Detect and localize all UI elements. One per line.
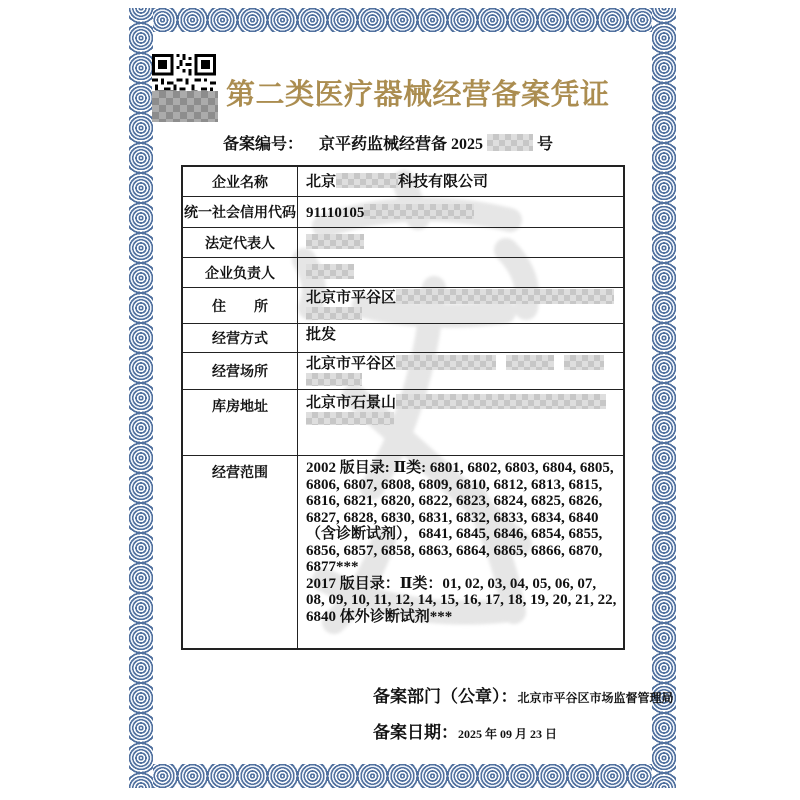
- redacted-block: [306, 234, 364, 249]
- row-label: 住 所: [182, 288, 298, 324]
- filing-department-label: 备案部门（公章）：: [373, 687, 518, 706]
- lace-border-right: [652, 8, 676, 788]
- value-line: [306, 355, 617, 372]
- table-row-scope: [182, 456, 624, 650]
- table-row-warehouse: [182, 390, 624, 456]
- table-row-premises: [182, 353, 624, 390]
- lace-border-left: [129, 8, 153, 788]
- row-value: [298, 456, 625, 650]
- value-line: [306, 411, 617, 427]
- value-text: 北京市石景山: [306, 395, 397, 411]
- row-value: 批发: [298, 324, 625, 353]
- row-value: [298, 258, 625, 288]
- filing-number-suffix: 号: [537, 136, 554, 153]
- redacted-block: [564, 355, 604, 370]
- value-text: 科技有限公司: [398, 174, 489, 190]
- table-row-company: [182, 166, 624, 197]
- filing-date-label: 备案日期：: [373, 723, 458, 742]
- certificate-table: [181, 165, 625, 650]
- filing-date-line: [373, 718, 557, 743]
- value-text: 北京: [306, 174, 337, 190]
- row-label: 库房地址: [182, 390, 298, 456]
- table-row-legal-rep: [182, 228, 624, 258]
- row-value: [298, 288, 625, 324]
- row-value: [298, 353, 625, 390]
- table-row-mode: [182, 324, 624, 353]
- table-row-credit-code: [182, 197, 624, 228]
- redacted-block: [306, 373, 362, 386]
- value-text: 91110105: [306, 204, 365, 221]
- row-label: 经营范围: [182, 456, 298, 650]
- filing-number-prefix: 京平药监械经营备 2025: [319, 136, 484, 153]
- value-line: [306, 394, 617, 411]
- lace-border-bottom: [129, 764, 676, 788]
- value-line: [306, 372, 617, 388]
- value-line: [306, 306, 617, 322]
- row-label: 统一社会信用代码: [182, 197, 298, 228]
- redacted-block: [396, 355, 496, 370]
- redacted-block: [306, 264, 354, 279]
- row-value: [298, 166, 625, 197]
- table-row-head: [182, 258, 624, 288]
- row-label: 经营方式: [182, 324, 298, 353]
- filing-number-line: [223, 131, 553, 154]
- scope-catalog-2002: 2002 版目录: Ⅱ类: 6801, 6802, 6803, 6804, 6805, 6806, 6807, 6808, 6809, 6810, 6812, 6813, 6815, 6816, 6821, 6820, 6822, 6823, 6824, 6825, 6826, 6827, 6828, 6830, 6831, 6832, 6833, 6834, 6840（含诊断试剂），6841, 6845, 6846, 6854, 6855, 6856, 6857, 6858, 6863, 6864, 6865, 6866, 6870, 6877***: [306, 460, 614, 575]
- value-line: [306, 289, 617, 306]
- filing-department-value: 北京市平谷区市场监督管理局: [517, 691, 674, 705]
- value-text: 北京市平谷区: [306, 290, 397, 306]
- filing-date-value: 2025 年 09 月 23 日: [458, 727, 558, 741]
- redacted-block: [396, 289, 614, 304]
- redacted-block-under-qr: [152, 91, 218, 122]
- filing-department-line: [373, 682, 674, 707]
- filing-number-label: 备案编号：: [223, 136, 304, 153]
- row-value: [298, 197, 625, 228]
- table-row-residence: [182, 288, 624, 324]
- redacted-block: [506, 355, 554, 370]
- redacted-block: [487, 134, 533, 151]
- redacted-block: [396, 394, 606, 409]
- value-text: 北京市平谷区: [306, 355, 397, 372]
- redacted-block: [306, 412, 394, 425]
- redacted-block: [336, 173, 398, 188]
- row-label: 企业负责人: [182, 258, 298, 288]
- row-label: 法定代表人: [182, 228, 298, 258]
- row-label: 经营场所: [182, 353, 298, 390]
- scope-catalog-2017: 2017 版目录：Ⅱ类：01, 02, 03, 04, 05, 06, 07, 08, 09, 10, 11, 12, 14, 15, 16, 17, 18, 19, 20, 21, 22, 6840 体外诊断试剂***: [306, 575, 617, 625]
- certificate-title: 第二类医疗器械经营备案凭证: [226, 79, 610, 111]
- row-value: [298, 390, 625, 456]
- redacted-block: [364, 204, 474, 219]
- redacted-block: [306, 307, 362, 320]
- lace-border-top: [129, 8, 676, 32]
- row-label: 企业名称: [182, 166, 298, 197]
- row-value: [298, 228, 625, 258]
